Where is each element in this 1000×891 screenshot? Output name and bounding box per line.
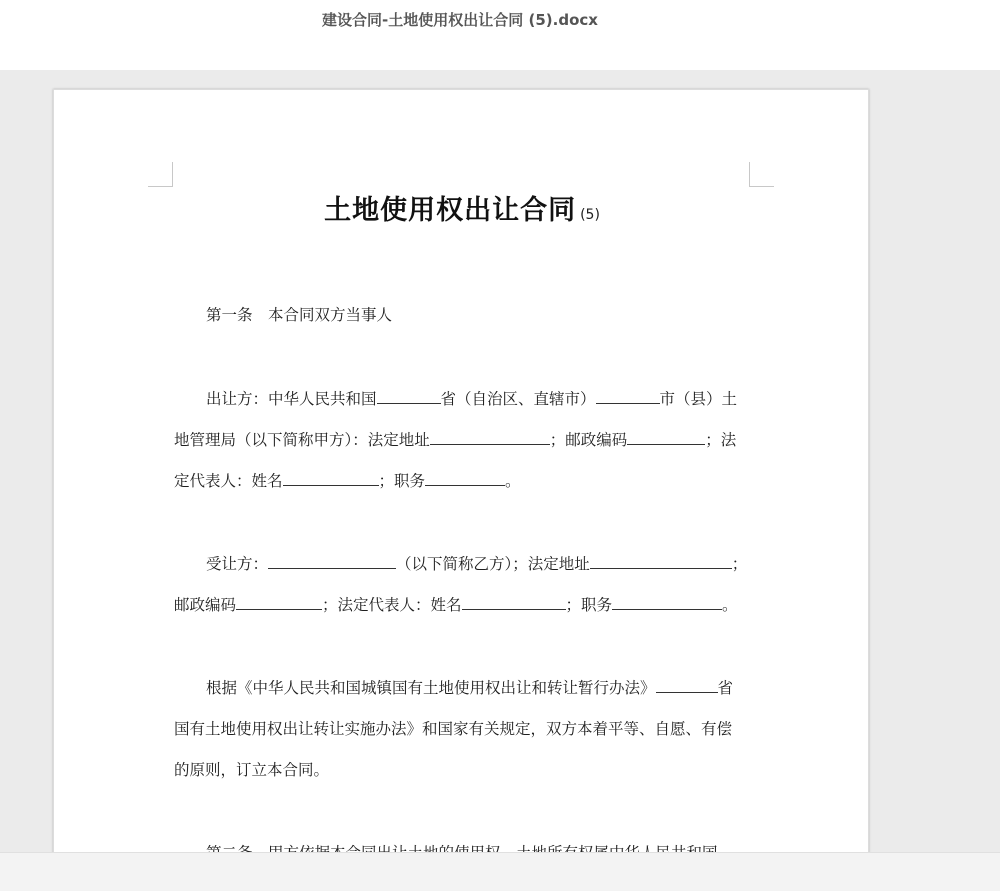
grantee-line-2-a: 邮政编码 — [174, 596, 237, 614]
crop-mark-top-right — [749, 162, 774, 187]
article-1-heading-text: 第一条 本合同双方当事人 — [206, 306, 393, 324]
grantee-line-1-c: ； — [731, 555, 748, 573]
basis-line-1-a: 根据《中华人民共和国城镇国有土地使用权出让和转让暂行办法》 — [206, 679, 656, 697]
blank-province[interactable] — [377, 389, 441, 404]
blank-city[interactable] — [596, 389, 660, 404]
crop-mark-top-left — [148, 162, 173, 187]
grantor-line-2-c: ；法 — [705, 431, 737, 449]
document-file-title: 建设合同-土地使用权出让合同 (5).docx — [322, 11, 598, 29]
grantor-line-2-b: ；邮政编码 — [549, 431, 628, 449]
grantor-line-1-a: 出让方：中华人民共和国 — [206, 390, 377, 408]
grantee-line-1-b: （以下简称乙方）；法定地址 — [396, 555, 590, 573]
grantor-line-2 — [174, 428, 736, 450]
grantor-line-1 — [206, 387, 737, 409]
blank-grantee-postcode[interactable] — [236, 595, 322, 610]
document-heading-text: 土地使用权出让合同 — [324, 195, 577, 226]
title-bar — [0, 0, 1000, 70]
blank-grantor-rep-name[interactable] — [283, 471, 379, 486]
grantor-line-1-c: 市（县）土 — [659, 390, 738, 408]
grantor-line-1-b: 省（自治区、直辖市） — [440, 390, 596, 408]
basis-line-1-b: 省 — [717, 679, 734, 697]
basis-line-2-text: 国有土地使用权出让转让实施办法》和国家有关规定，双方本着平等、自愿、有偿 — [174, 720, 733, 738]
blank-grantee-address[interactable] — [590, 554, 732, 569]
blank-grantor-postcode[interactable] — [627, 430, 705, 445]
article-1-heading — [206, 303, 392, 325]
document-workspace[interactable] — [0, 70, 1000, 852]
grantee-line-1-a: 受让方： — [206, 555, 269, 573]
grantee-line-2-b: ；法定代表人：姓名 — [322, 596, 462, 614]
document-page[interactable] — [53, 89, 869, 889]
basis-line-3-text: 的原则，订立本合同。 — [174, 761, 330, 779]
basis-line-2 — [174, 717, 732, 739]
grantee-line-2-c: ；职务 — [565, 596, 613, 614]
grantee-line-2 — [174, 593, 738, 615]
blank-basis-province[interactable] — [656, 678, 718, 693]
document-heading — [54, 188, 870, 227]
grantor-line-3-a: 定代表人：姓名 — [174, 472, 283, 490]
grantee-line-1 — [206, 552, 747, 574]
status-bar — [0, 852, 1000, 891]
blank-grantor-rep-title[interactable] — [425, 471, 505, 486]
grantor-line-3-b: ；职务 — [378, 472, 426, 490]
grantor-line-2-a: 地管理局（以下简称甲方）：法定地址 — [174, 431, 430, 449]
blank-grantor-address[interactable] — [430, 430, 550, 445]
grantor-line-3-c: 。 — [505, 472, 521, 490]
basis-line-1 — [206, 676, 733, 698]
blank-grantee-rep-name[interactable] — [462, 595, 566, 610]
blank-grantee-name[interactable] — [268, 554, 396, 569]
grantee-line-2-d: 。 — [722, 596, 738, 614]
basis-line-3 — [174, 758, 329, 780]
document-heading-suffix: (5) — [580, 207, 600, 223]
blank-grantee-rep-title[interactable] — [612, 595, 722, 610]
grantor-line-3 — [174, 469, 521, 491]
